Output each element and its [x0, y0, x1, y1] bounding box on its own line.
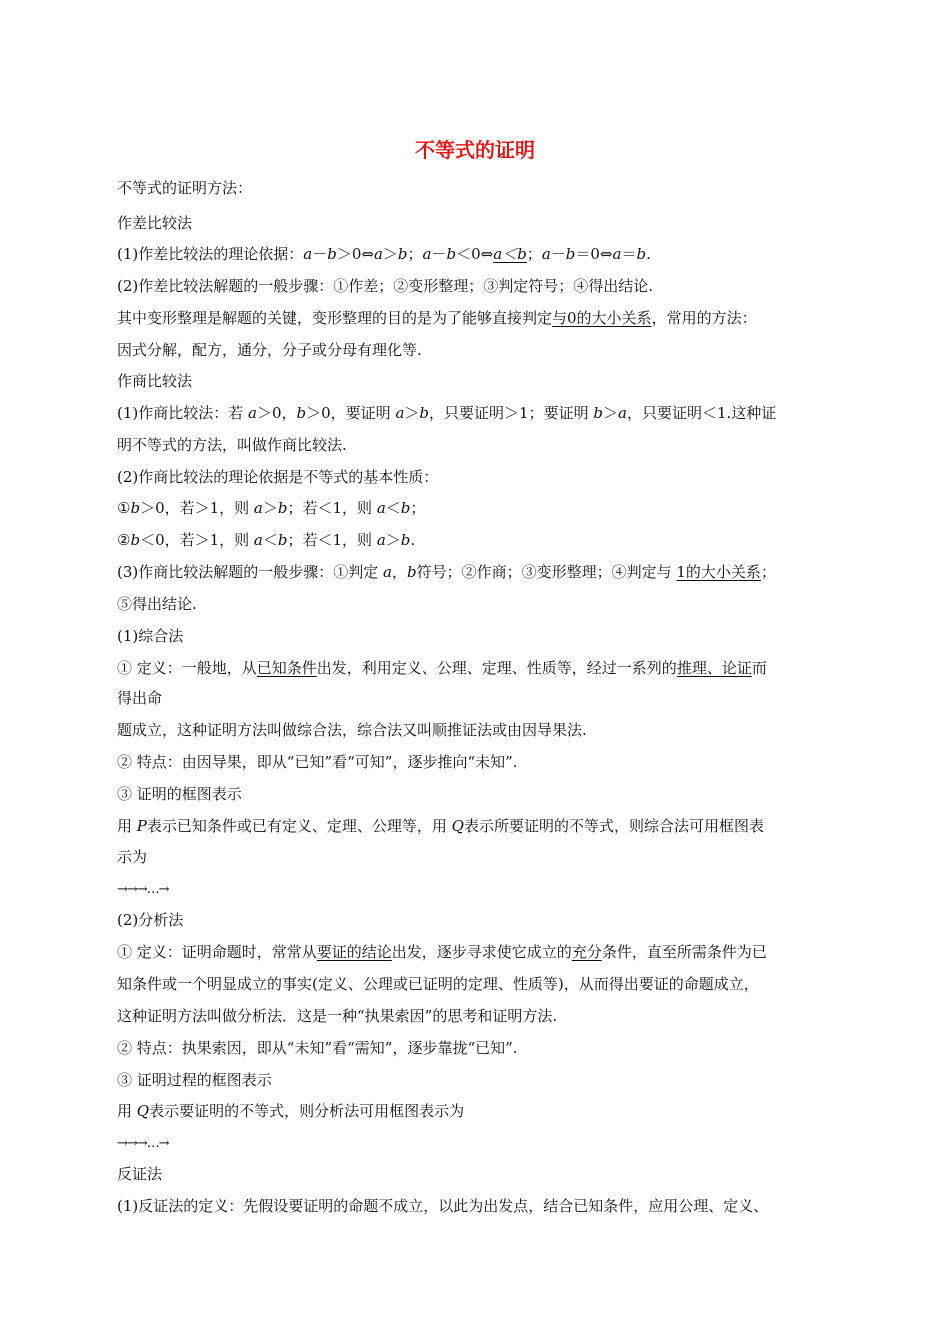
text-line: [117, 1037, 518, 1059]
text-segment: ① 定义：一般地，从: [117, 659, 257, 677]
text-segment: ⑤得出结论.: [117, 595, 197, 613]
text-segment: ＞0，要证明: [306, 404, 396, 422]
text-segment: ；: [760, 563, 776, 581]
text-segment: －: [431, 245, 447, 263]
text-segment: ＞0，: [256, 404, 297, 422]
text-segment: ＞0⇔: [336, 245, 374, 263]
text-line: [117, 783, 242, 805]
text-segment: b: [327, 245, 337, 263]
text-segment: a: [376, 531, 386, 549]
text-segment: 其中变形整理是解题的关键，变形整理的目的是为了能够直接判定: [117, 309, 553, 327]
text-line: [117, 625, 183, 647]
text-segment: b: [446, 245, 457, 263]
text-segment: b: [400, 531, 411, 549]
text-segment: ＜0，若＞1，则: [140, 531, 254, 549]
text-segment: 示为: [117, 848, 148, 866]
text-segment: .: [410, 531, 416, 549]
text-segment: －: [550, 245, 566, 263]
text-segment: ；: [526, 245, 542, 263]
text-line: [117, 846, 147, 868]
text-segment: a: [612, 245, 622, 263]
text-segment: 不等式的证明方法：: [117, 179, 253, 197]
text-segment: (3)作商比较法解题的一般步骤：①判定: [117, 563, 384, 581]
text-segment: b: [407, 563, 417, 581]
underlined-text: 1的大小关系: [676, 563, 761, 581]
text-line: [117, 941, 767, 963]
text-segment: ；: [407, 245, 423, 263]
underlined-text: 已知条件: [256, 659, 317, 677]
text-segment: b: [277, 531, 288, 549]
text-segment: ＞0，若＞1，则: [140, 499, 254, 517]
text-segment: (2)作商比较法的理论依据是不等式的基本性质：: [117, 468, 439, 486]
text-segment: ＜0⇔: [456, 245, 494, 263]
text-segment: a: [248, 404, 257, 422]
text-segment: ，只要证明＜1.这种证: [626, 404, 777, 422]
text-segment: .: [646, 245, 651, 263]
text-segment: 表示已知条件或已有定义、定理、公理等，用: [146, 817, 452, 835]
text-segment: ① 定义：证明命题时，常常从: [117, 943, 317, 961]
text-segment: 表示要证明的不等式，则分析法可用框图表示为: [149, 1102, 465, 1120]
text-segment: ③ 证明过程的框图表示: [117, 1071, 272, 1089]
page-title: 不等式的证明: [415, 138, 535, 162]
text-line: [117, 1163, 162, 1185]
text-segment: ③ 证明的框图表示: [117, 785, 242, 803]
text-segment: (1)反证法的定义：先假设要证明的命题不成立，以此为出发点，结合已知条件，应用公理、定义、: [117, 1197, 769, 1215]
text-segment: ② 特点：由因导果，即从“已知”看“可知”，逐步推向“未知”.: [117, 753, 518, 771]
text-segment: ② 特点：执果索因，即从“未知”看“需知”，逐步靠拢“已知”.: [117, 1039, 518, 1057]
text-segment: 出发，利用定义、公理、定理、性质等，经过一系列的: [316, 659, 677, 677]
text-line: [117, 751, 518, 773]
text-segment: ＞: [602, 404, 618, 422]
text-segment: 而: [751, 659, 767, 677]
text-segment: a: [376, 499, 386, 517]
text-line: [117, 593, 197, 615]
text-segment: 作商比较法: [117, 372, 193, 390]
text-segment: ＜: [385, 499, 401, 517]
text-line: [117, 1100, 464, 1122]
text-line: [117, 877, 169, 901]
text-segment: a: [617, 404, 627, 422]
text-line: [117, 561, 776, 583]
flow-arrows: →→→…→: [117, 882, 169, 897]
text-segment: ，只要证明＞1；要证明: [429, 404, 594, 422]
text-line: [117, 1005, 557, 1027]
text-segment: a: [373, 245, 383, 263]
text-line: [117, 529, 415, 551]
text-segment: ；若＜1，则: [287, 499, 377, 517]
text-segment: 知条件或一个明显成立的事实(定义、公理或已证明的定理、性质等)，从而得出要证的命题成立，: [117, 975, 759, 993]
text-segment: b: [400, 499, 411, 517]
text-segment: ；若＜1，则: [287, 531, 377, 549]
text-line: [117, 402, 776, 424]
text-segment: ＜: [262, 531, 278, 549]
text-segment: Q: [136, 1102, 150, 1120]
flow-arrows: →→→…→: [117, 1136, 169, 1151]
text-segment: b: [130, 531, 141, 549]
text-segment: a: [395, 404, 405, 422]
text-line: [117, 370, 192, 392]
text-segment: ；: [410, 499, 426, 517]
text-segment: (2)作差比较法解题的一般步骤：①作差；②变形整理；③判定符号；④得出结论.: [117, 277, 654, 295]
text-segment: 用: [117, 1102, 137, 1120]
text-segment: b: [565, 245, 576, 263]
text-segment: b: [636, 245, 647, 263]
text-segment: a: [253, 499, 263, 517]
text-segment: (1)作商比较法：若: [117, 404, 249, 422]
underlined-text: 推理、论证: [676, 659, 752, 677]
text-segment: a: [541, 245, 551, 263]
text-segment: ②: [117, 531, 131, 549]
text-segment: a: [422, 245, 432, 263]
text-line: [117, 1069, 272, 1091]
text-segment: P: [136, 817, 147, 835]
text-segment: －: [312, 245, 328, 263]
text-line: [117, 815, 764, 837]
text-segment: 用: [117, 817, 137, 835]
text-segment: (1)作差比较法的理论依据：: [117, 245, 304, 263]
text-segment: b: [397, 245, 408, 263]
text-segment: Q: [451, 817, 464, 835]
text-segment: (1)综合法: [117, 627, 184, 645]
text-segment: 明不等式的方法，叫做作商比较法.: [117, 436, 347, 454]
text-line: [117, 973, 759, 995]
text-line: [117, 466, 438, 488]
text-segment: b: [419, 404, 430, 422]
text-line: [117, 1131, 169, 1155]
text-segment: ，常用的方法：: [651, 309, 757, 327]
text-segment: b: [130, 499, 141, 517]
text-line: [117, 1195, 768, 1217]
text-segment: a: [383, 563, 392, 581]
text-segment: ＝: [621, 245, 637, 263]
underlined-text: 要证的结论: [316, 943, 392, 961]
text-segment: ＝0⇔: [575, 245, 613, 263]
text-line: [117, 307, 757, 329]
underlined-text: a＜b: [493, 245, 527, 263]
text-line: [117, 687, 162, 709]
text-segment: 题成立，这种证明方法叫做综合法，综合法又叫顺推证法或由因导果法.: [117, 721, 587, 739]
underlined-text: 与0的大小关系: [552, 309, 652, 327]
text-segment: b: [593, 404, 603, 422]
text-line: [117, 212, 192, 234]
text-segment: 表示所要证明的不等式，则综合法可用框图表: [463, 817, 764, 835]
text-line: [117, 339, 422, 361]
text-line: [117, 177, 252, 199]
text-segment: ，: [391, 563, 407, 581]
text-line: [117, 719, 587, 741]
text-segment: b: [296, 404, 307, 422]
text-segment: ＞: [385, 531, 401, 549]
text-segment: b: [277, 499, 288, 517]
text-segment: 符号；②作商；③变形整理；④判定与: [416, 563, 677, 581]
text-segment: (2)分析法: [117, 911, 184, 929]
text-segment: 反证法: [117, 1165, 163, 1183]
text-segment: a: [253, 531, 263, 549]
text-line: [117, 275, 653, 297]
text-segment: 得出命: [117, 689, 163, 707]
text-segment: a: [303, 245, 313, 263]
text-segment: 出发，逐步寻求使它成立的: [391, 943, 572, 961]
underlined-text: 充分: [571, 943, 602, 961]
text-segment: 条件，直至所需条件为已: [601, 943, 767, 961]
text-line: [117, 497, 425, 519]
text-segment: 这种证明方法叫做分析法．这是一种“执果索因”的思考和证明方法.: [117, 1007, 558, 1025]
text-segment: ＞: [262, 499, 278, 517]
text-line: [117, 434, 347, 456]
text-segment: ①: [117, 499, 131, 517]
text-segment: ＞: [382, 245, 398, 263]
text-segment: ＞: [404, 404, 420, 422]
text-segment: 因式分解，配方，通分，分子或分母有理化等.: [117, 341, 422, 359]
text-segment: 作差比较法: [117, 214, 193, 232]
text-line: [117, 243, 651, 265]
text-line: [117, 657, 767, 679]
text-line: [117, 909, 183, 931]
